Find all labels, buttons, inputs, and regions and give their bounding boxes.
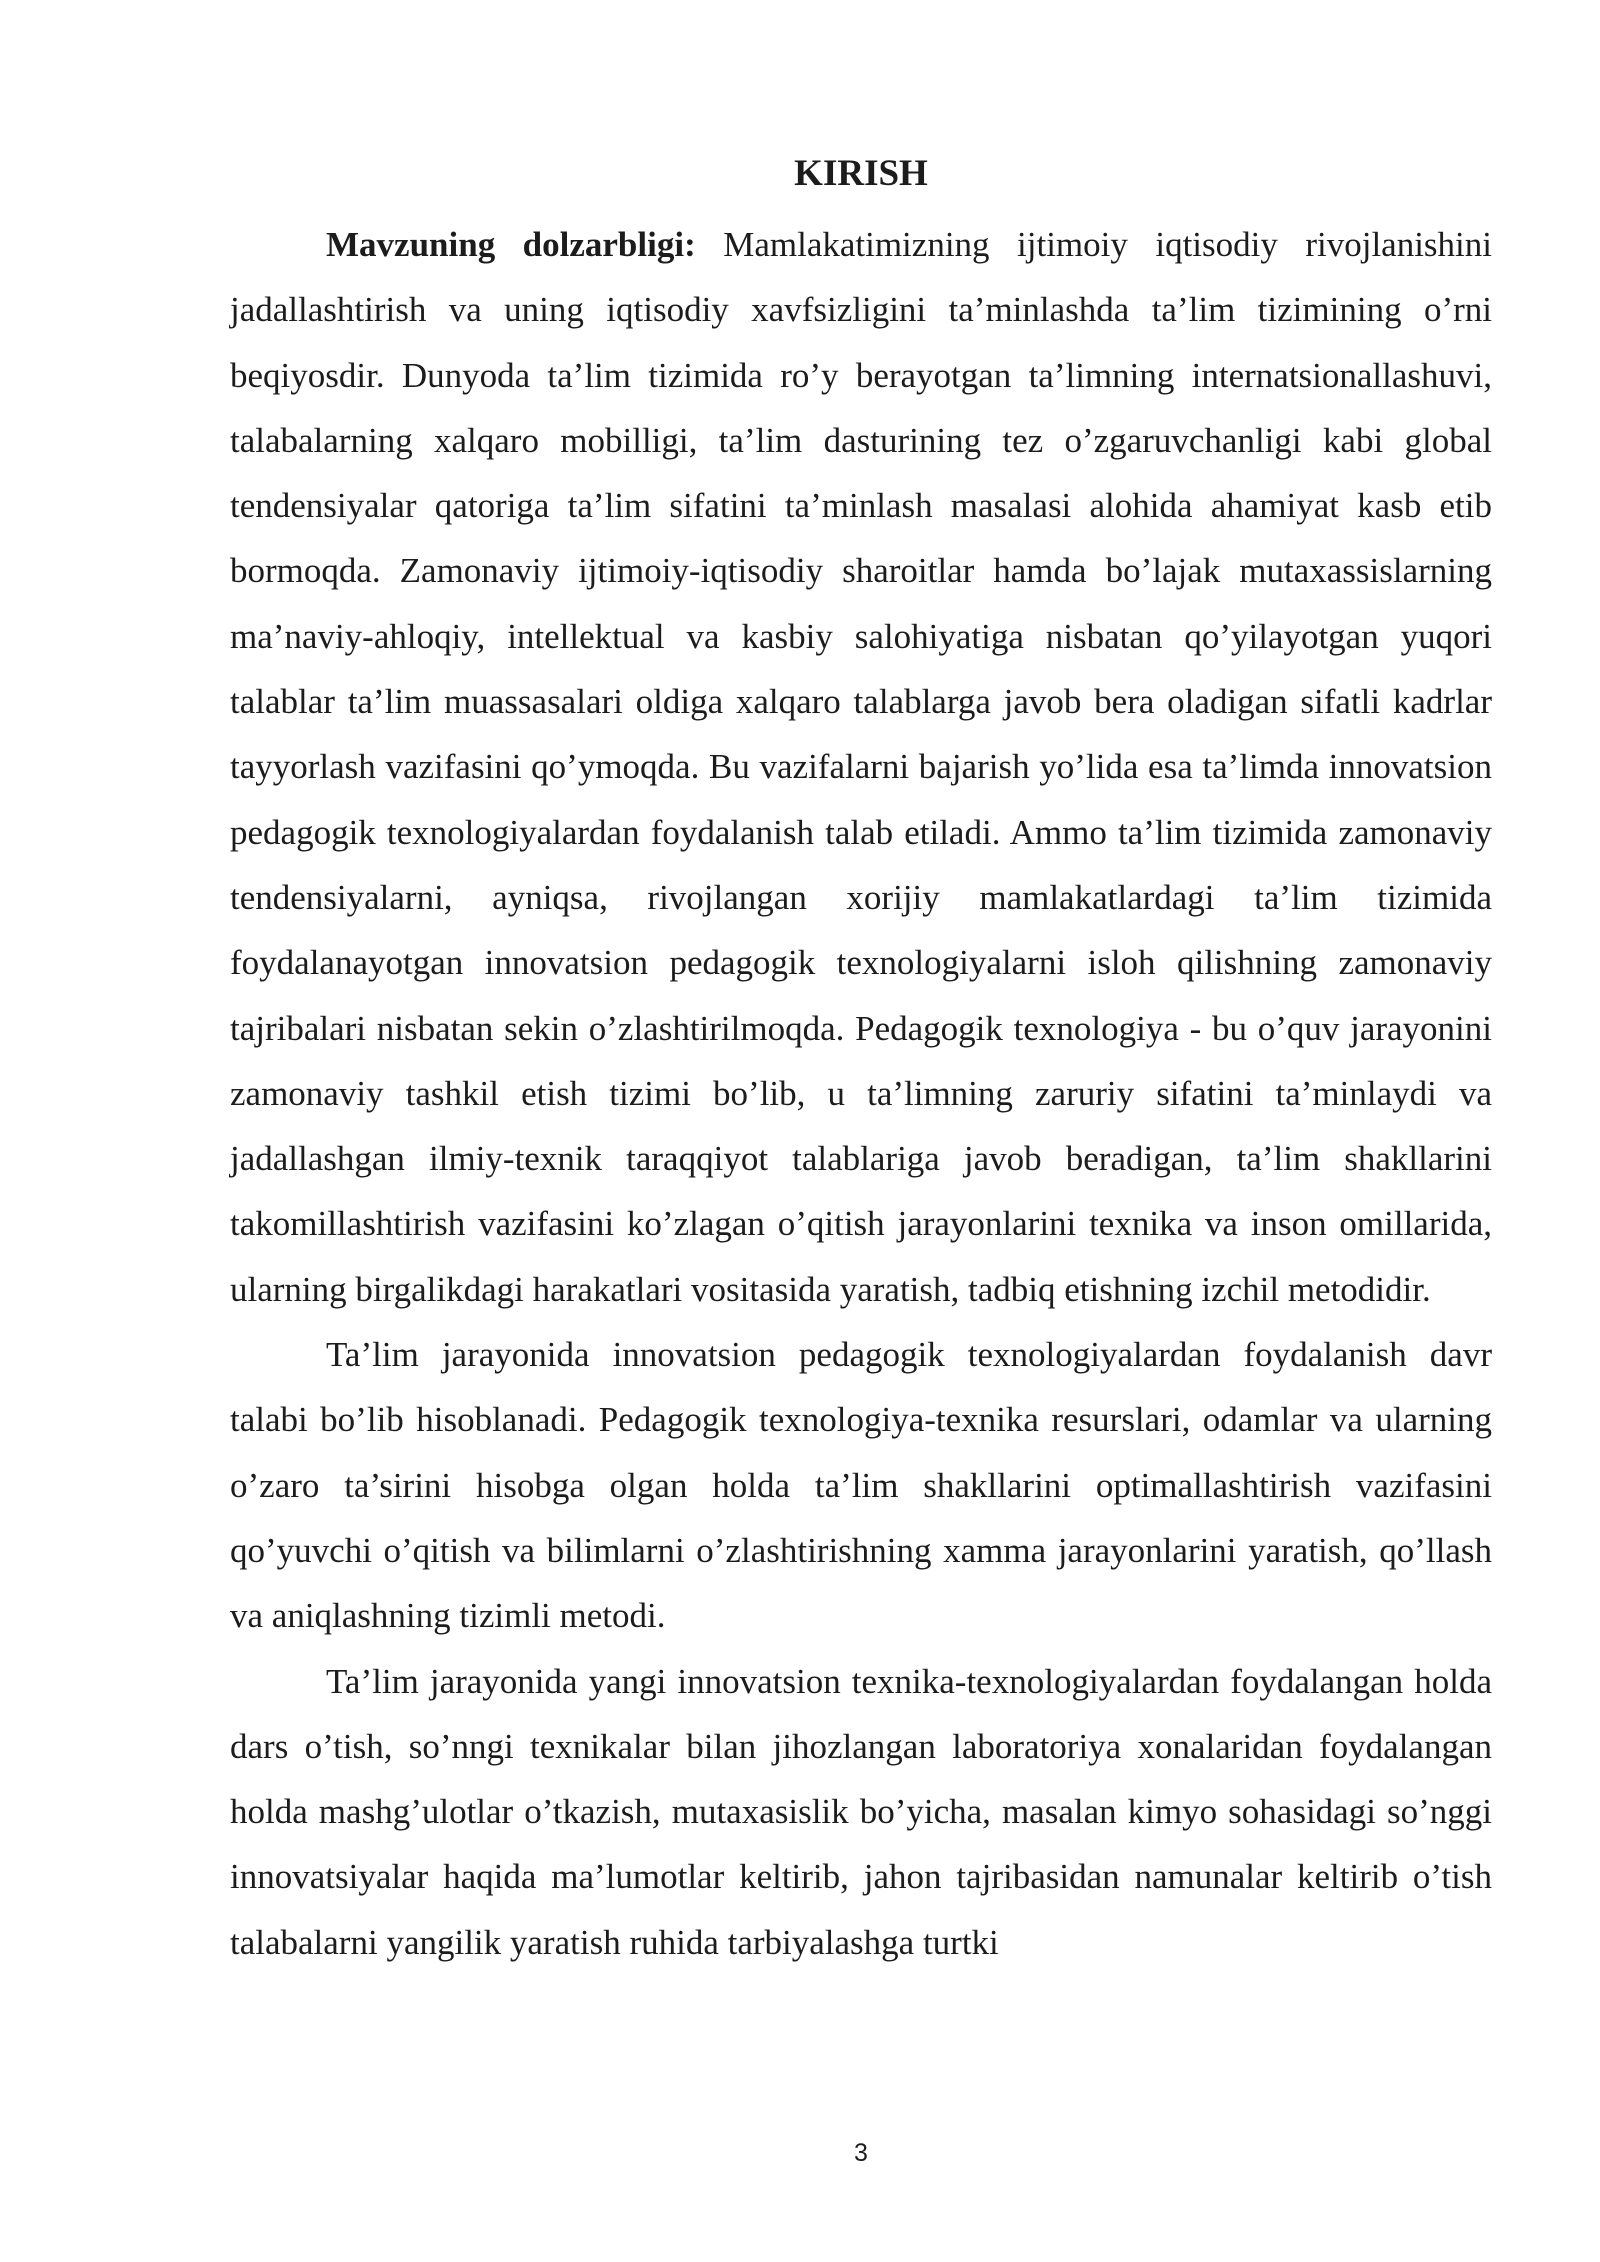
section-title: KIRISH bbox=[794, 153, 928, 194]
paragraph-text: Mamlakatimizning ijtimoiy iqtisodiy rivojlanishini jadallashtirish va uning iqtisodiy xavfsizligini ta’minlashda ta’lim tizimining o’rni beqiyosdir. Dunyoda ta’lim tizimida ro’y berayotgan ta’limning internatsionallashuvi, talabalarning xalqaro mobilligi, ta’lim dasturining tez o’zgaruvchanligi kabi global tendensiyalar qatoriga ta’lim sifatini ta’minlash masalasi alohida ahamiyat kasb etib bormoqda. Zamonaviy ijtimoiy-iqtisodiy sharoitlar hamda bo’lajak mutaxassislarning ma’naviy-ahloqiy, intellektual va kasbiy salohiyatiga nisbatan qo’yilayotgan yuqori talablar ta’lim muassasalari oldiga xalqaro talablarga javob bera oladigan sifatli kadrlar tayyorlash vazifasini qo’ymoqda. Bu vazifalarni bajarish yo’lida esa ta’limda innovatsion pedagogik texnologiyalardan foydalanish talab etiladi. Ammo ta’lim tizimida zamonaviy tendensiyalarni, ayniqsa, rivojlangan xorijiy mamlakatlardagi ta’lim tizimida foydalanayotgan innovatsion pedagogik texnologiyalarni isloh qilishning zamonaviy tajribalari nisbatan sekin o’zlashtirilmoqda. Pedagogik texnologiya - bu o’quv jarayonini zamonaviy tashkil etish tizimi bo’lib, u ta’limning zaruriy sifatini ta’minlaydi va jadallashgan ilmiy-texnik taraqqiyot talablariga javob beradigan, ta’lim shakllarini takomillashtirish vazifasini ko’zlagan o’qitish jarayonlarini texnika va inson omillarida, ularning birgalikdagi harakatlari vositasida yaratish, tadbiq etishning izchil metodidir. bbox=[230, 225, 1492, 1309]
paragraph-lead: Mavzuning dolzarbligi: bbox=[326, 225, 696, 264]
body-text bbox=[230, 212, 1492, 1975]
page-number: 3 bbox=[854, 2139, 868, 2167]
paragraph-technology: Ta’lim jarayonida innovatsion pedagogik texnologiyalardan foydalanish davr talabi bo’lib hisoblanadi. Pedagogik texnologiya-texnika resurslari, odamlar va ularning o’zaro ta’sirini hisobga olgan holda ta’lim shakllarini optimallashtirish vazifasini qo’yuvchi o’qitish va bilimlarni o’zlashtirishning xamma jarayonlarini yaratish, qo’llash va aniqlashning tizimli metodi. bbox=[230, 1335, 1492, 1636]
paragraph-relevance bbox=[230, 212, 1492, 1322]
paragraph-innovation: Ta’lim jarayonida yangi innovatsion texnika-texnologiyalardan foydalangan holda dars o’tish, so’nngi texnikalar bilan jihozlangan laboratoriya xonalaridan foydalangan holda mashg’ulotlar o’tkazish, mutaxasislik bo’yicha, masalan kimyo sohasidagi so’nggi innovatsiyalar haqida ma’lumotlar keltirib, jahon tajribasidan namunalar keltirib o’tish talabalarni yangilik yaratish ruhida tarbiyalashga turtki bbox=[230, 1661, 1492, 1962]
